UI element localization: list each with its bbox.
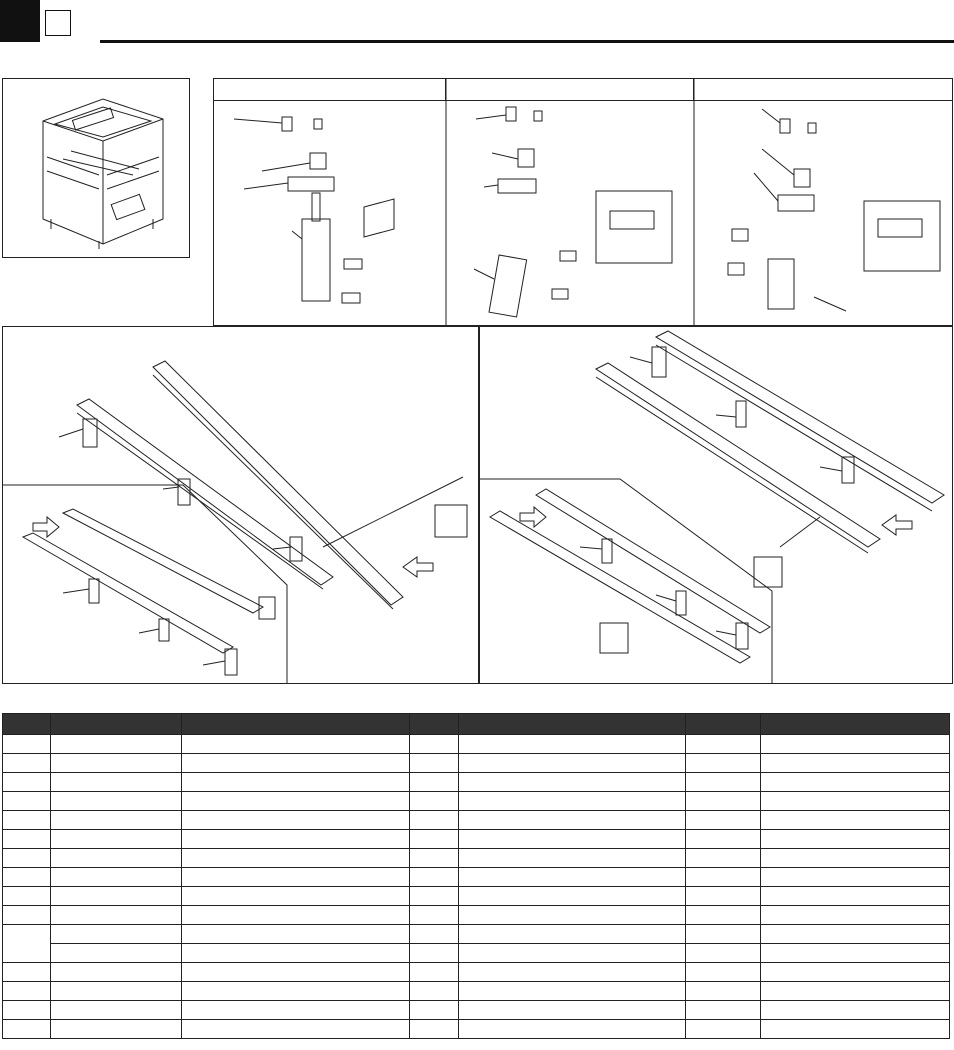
table-cell xyxy=(3,925,51,963)
table-cell xyxy=(51,735,182,754)
table-row xyxy=(3,925,950,944)
table-cell xyxy=(182,735,410,754)
table-cell xyxy=(3,735,51,754)
table-cell xyxy=(3,830,51,849)
parts-table-body xyxy=(3,735,950,1039)
table-cell xyxy=(51,1020,182,1039)
table-cell xyxy=(686,944,761,963)
table-cell xyxy=(459,944,686,963)
table-cell xyxy=(686,1020,761,1039)
table-cell xyxy=(410,868,459,887)
table-cell xyxy=(51,754,182,773)
table-cell xyxy=(51,982,182,1001)
table-cell xyxy=(3,868,51,887)
table-row xyxy=(3,1020,950,1039)
table-cell xyxy=(761,944,950,963)
table-cell xyxy=(761,925,950,944)
table-cell xyxy=(410,925,459,944)
table-row xyxy=(3,849,950,868)
table-cell xyxy=(459,868,686,887)
table-row xyxy=(3,811,950,830)
table-cell xyxy=(459,849,686,868)
table-row xyxy=(3,982,950,1001)
table-cell xyxy=(459,811,686,830)
machine-overview-figure xyxy=(2,78,190,258)
table-cell xyxy=(182,887,410,906)
rail-assembly-figure-left xyxy=(2,326,479,684)
column-header xyxy=(3,714,51,735)
table-cell xyxy=(761,754,950,773)
table-cell xyxy=(182,811,410,830)
rail-assembly-right-drawing xyxy=(480,327,953,684)
table-cell xyxy=(410,1020,459,1039)
section-number-box xyxy=(45,10,71,36)
table-cell xyxy=(410,887,459,906)
cylinder-assembly-drawings xyxy=(214,79,953,326)
table-cell xyxy=(3,849,51,868)
table-cell xyxy=(182,1020,410,1039)
table-cell xyxy=(761,887,950,906)
table-cell xyxy=(459,982,686,1001)
header-rule xyxy=(100,40,954,43)
rail-assembly-left-drawing xyxy=(3,327,479,684)
table-cell xyxy=(410,982,459,1001)
table-cell xyxy=(3,773,51,792)
parts-table xyxy=(2,713,950,1039)
table-cell xyxy=(182,754,410,773)
table-cell xyxy=(459,754,686,773)
table-cell xyxy=(410,811,459,830)
table-row xyxy=(3,906,950,925)
table-cell xyxy=(51,792,182,811)
table-row xyxy=(3,792,950,811)
table-cell xyxy=(51,963,182,982)
table-cell xyxy=(51,887,182,906)
table-cell xyxy=(459,792,686,811)
table-cell xyxy=(686,735,761,754)
table-cell xyxy=(686,906,761,925)
table-cell xyxy=(686,849,761,868)
table-cell xyxy=(410,963,459,982)
table-cell xyxy=(410,735,459,754)
table-cell xyxy=(459,887,686,906)
table-row xyxy=(3,773,950,792)
table-cell xyxy=(410,773,459,792)
table-cell xyxy=(182,906,410,925)
table-cell xyxy=(182,792,410,811)
machine-drawing xyxy=(3,79,190,258)
table-cell xyxy=(686,830,761,849)
table-cell xyxy=(761,830,950,849)
table-cell xyxy=(761,963,950,982)
table-cell xyxy=(51,849,182,868)
table-cell xyxy=(3,811,51,830)
table-cell xyxy=(459,735,686,754)
table-cell xyxy=(3,963,51,982)
table-cell xyxy=(686,811,761,830)
table-cell xyxy=(182,773,410,792)
table-row xyxy=(3,754,950,773)
table-cell xyxy=(459,925,686,944)
table-row xyxy=(3,944,950,963)
column-header xyxy=(459,714,686,735)
table-row xyxy=(3,887,950,906)
column-header xyxy=(182,714,410,735)
cylinder-assemblies-figure xyxy=(213,78,953,326)
table-cell xyxy=(51,811,182,830)
table-cell xyxy=(51,944,182,963)
table-cell xyxy=(410,906,459,925)
table-cell xyxy=(182,830,410,849)
table-header-row xyxy=(3,714,950,735)
table-cell xyxy=(3,982,51,1001)
table-cell xyxy=(686,887,761,906)
table-cell xyxy=(761,849,950,868)
column-header xyxy=(410,714,459,735)
table-cell xyxy=(761,735,950,754)
table-row xyxy=(3,963,950,982)
table-cell xyxy=(459,963,686,982)
column-header xyxy=(761,714,950,735)
table-cell xyxy=(410,830,459,849)
table-row xyxy=(3,868,950,887)
table-cell xyxy=(761,792,950,811)
table-cell xyxy=(51,925,182,944)
table-cell xyxy=(459,830,686,849)
table-cell xyxy=(3,754,51,773)
column-header xyxy=(51,714,182,735)
table-cell xyxy=(459,906,686,925)
table-cell xyxy=(686,773,761,792)
table-cell xyxy=(182,1001,410,1020)
table-cell xyxy=(686,868,761,887)
table-cell xyxy=(761,906,950,925)
table-cell xyxy=(686,792,761,811)
table-cell xyxy=(182,868,410,887)
table-cell xyxy=(459,1001,686,1020)
table-cell xyxy=(51,830,182,849)
table-row xyxy=(3,735,950,754)
column-header xyxy=(686,714,761,735)
table-cell xyxy=(3,792,51,811)
table-cell xyxy=(410,754,459,773)
table-cell xyxy=(410,792,459,811)
table-cell xyxy=(410,849,459,868)
table-row xyxy=(3,830,950,849)
table-cell xyxy=(3,887,51,906)
table-cell xyxy=(182,925,410,944)
table-cell xyxy=(410,1001,459,1020)
table-cell xyxy=(51,1001,182,1020)
table-cell xyxy=(182,944,410,963)
table-cell xyxy=(761,811,950,830)
table-cell xyxy=(3,906,51,925)
table-cell xyxy=(459,1020,686,1039)
table-cell xyxy=(686,925,761,944)
table-cell xyxy=(3,1020,51,1039)
table-cell xyxy=(182,849,410,868)
table-cell xyxy=(686,963,761,982)
rail-assembly-figure-right xyxy=(479,326,953,684)
table-cell xyxy=(459,773,686,792)
table-cell xyxy=(3,1001,51,1020)
table-cell xyxy=(761,1001,950,1020)
table-cell xyxy=(761,982,950,1001)
table-cell xyxy=(686,754,761,773)
table-cell xyxy=(51,773,182,792)
table-cell xyxy=(686,982,761,1001)
section-tab xyxy=(0,0,40,42)
table-cell xyxy=(761,868,950,887)
table-cell xyxy=(51,906,182,925)
table-cell xyxy=(761,773,950,792)
table-row xyxy=(3,1001,950,1020)
table-cell xyxy=(182,963,410,982)
table-cell xyxy=(410,944,459,963)
table-cell xyxy=(761,1020,950,1039)
table-cell xyxy=(182,982,410,1001)
table-cell xyxy=(51,868,182,887)
table-cell xyxy=(686,1001,761,1020)
